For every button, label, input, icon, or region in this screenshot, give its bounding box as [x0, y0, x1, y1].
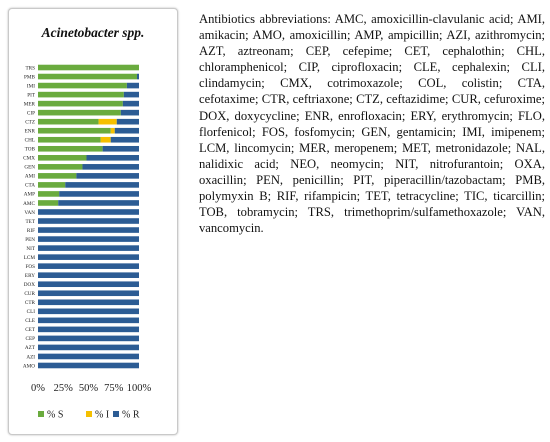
category-label-azi: AZI	[26, 354, 35, 361]
bar-cta-r	[65, 182, 139, 188]
bar-fos-r	[38, 263, 139, 269]
category-label-mer: MER	[23, 101, 35, 108]
legend-label-r: % R	[122, 409, 140, 421]
category-label-amo: AMO	[22, 363, 35, 370]
category-label-cur: CUR	[24, 291, 35, 298]
bar-gen-r	[82, 164, 139, 170]
bar-pit-s	[38, 92, 124, 98]
category-label-cmx: CMX	[23, 155, 35, 162]
bar-chl-i	[101, 137, 111, 143]
bar-pmb-s	[38, 74, 137, 80]
bar-ctr-r	[38, 299, 139, 305]
category-label-gen: GEN	[24, 164, 35, 171]
category-label-tet: TET	[25, 218, 35, 225]
bar-azi-r	[38, 354, 139, 360]
bar-cet-r	[38, 327, 139, 333]
stacked-bar-chart	[0, 0, 200, 442]
bar-pen-r	[38, 236, 139, 242]
bar-gen-s	[38, 164, 82, 170]
category-label-cep: CEP	[25, 336, 35, 343]
x-tick-label-3: 75%	[104, 383, 124, 394]
bar-tet-r	[38, 218, 139, 224]
category-label-azt: AZT	[24, 345, 35, 352]
category-label-amc: AMC	[23, 200, 35, 207]
bar-amc-r	[58, 200, 139, 206]
category-label-ery: ERY	[24, 272, 35, 279]
category-label-lcm: LCM	[23, 254, 35, 261]
bar-dox-r	[38, 281, 139, 287]
category-label-ami: AMI	[24, 173, 35, 180]
bar-cli-r	[38, 309, 139, 315]
bar-enr-s	[38, 128, 111, 134]
category-label-rif: RIF	[26, 227, 35, 234]
bar-cep-r	[38, 336, 139, 342]
legend-swatch-r	[113, 411, 119, 417]
category-label-tob: TOB	[24, 146, 35, 153]
bar-imi-s	[38, 83, 127, 89]
category-label-trs: TRS	[25, 65, 35, 72]
chart-title: Acinetobacter spp.	[41, 25, 145, 40]
bar-imi-r	[127, 83, 139, 89]
bar-rif-r	[38, 227, 139, 233]
category-label-nit: NIT	[26, 245, 35, 252]
bar-cip-r	[121, 110, 139, 116]
category-label-imi: IMI	[26, 83, 35, 90]
bar-tob-r	[103, 146, 139, 152]
category-label-fos: FOS	[25, 263, 35, 270]
legend-label-s: % S	[47, 409, 64, 421]
category-label-pen: PEN	[25, 236, 35, 243]
category-label-ctr: CTR	[24, 300, 35, 307]
category-label-cet: CET	[25, 327, 35, 334]
category-label-van: VAN	[24, 209, 35, 216]
bar-chl-r	[111, 137, 139, 143]
bar-enr-r	[115, 128, 139, 134]
bar-cmx-s	[38, 155, 86, 161]
category-label-pmb: PMB	[24, 74, 35, 81]
category-label-dox: DOX	[23, 282, 35, 289]
legend-label-i: % I	[95, 409, 110, 421]
bar-mer-r	[123, 101, 139, 107]
bar-ctz-r	[117, 119, 139, 125]
bar-azt-r	[38, 345, 139, 351]
bar-cip-s	[38, 110, 121, 116]
bar-van-r	[38, 209, 139, 215]
bar-cur-r	[38, 290, 139, 296]
bar-pmb-r	[137, 74, 139, 80]
category-label-amp: AMP	[23, 191, 35, 198]
category-label-cip: CIP	[26, 110, 35, 117]
bar-nit-r	[38, 245, 139, 251]
bar-lcm-r	[38, 254, 139, 260]
bar-cmx-r	[86, 155, 139, 161]
bar-amo-r	[38, 363, 139, 369]
bar-ery-r	[38, 272, 139, 278]
bar-cta-s	[38, 182, 65, 188]
bar-cle-r	[38, 318, 139, 324]
bar-trs-s	[38, 65, 139, 71]
bar-ctz-s	[38, 119, 99, 125]
x-tick-label-1: 25%	[53, 383, 73, 394]
bar-amp-s	[38, 191, 59, 197]
bar-pit-r	[124, 92, 139, 98]
x-tick-label-4: 100%	[126, 383, 152, 394]
legend-swatch-s	[38, 411, 44, 417]
category-label-cli: CLI	[26, 309, 35, 316]
category-label-cta: CTA	[25, 182, 35, 189]
category-label-pit: PIT	[27, 92, 35, 99]
legend-swatch-i	[86, 411, 92, 417]
bar-mer-s	[38, 101, 123, 107]
bar-tob-s	[38, 146, 103, 152]
bar-ctz-i	[99, 119, 117, 125]
bar-enr-i	[111, 128, 115, 134]
bar-amc-s	[38, 200, 58, 206]
category-label-ctz: CTZ	[25, 119, 35, 126]
x-tick-label-0: 0%	[31, 383, 45, 394]
category-label-enr: ENR	[24, 128, 35, 135]
bar-amp-r	[59, 191, 139, 197]
bar-chl-s	[38, 137, 101, 143]
bar-ami-r	[76, 173, 139, 179]
bar-ami-s	[38, 173, 76, 179]
category-label-cle: CLE	[25, 318, 35, 325]
category-label-chl: CHL	[24, 137, 35, 144]
x-tick-label-2: 50%	[78, 383, 99, 394]
abbreviations-paragraph: Antibiotics abbreviations: AMC, amoxicillin-clavulanic acid; AMI, amikacin; AMO, amoxicillin; AMP, ampicillin; AZI, azithromycin; AZT, aztreonam; CEP, cefepime; CET, cephalothin; CHL, chloramphenicol; CIP, ciprofloxacin; CLE, cephalexin; CLI, clindamycin; CMX, cotrimoxazole; COL, colistin; CTA, cefotaxime; CTR, ceftriaxone; CTZ, ceftazidime; CUR, cefuroxime; DOX, doxycycline; ENR, enrofloxacin; ERY, erythromycin; FLO, florfenicol; FOS, fosfomycin; GEN, gentamicin; IMI, imipenem; LCM, lincomycin; MER, meropenem; MET, metronidazole; NAL, nalidixic acid; NEO, neomycin; NIT, nitrofurantoin; OXA, oxacillin; PEN, penicillin; PIT, piperacillin/tazobactam; PMB, polymyxin B; RIF, rifampicin; TET, tetracycline; TIC, ticarcillin; TOB, tobramycin; TRS, trimethoprim/sulfamethoxazole; VAN, vancomycin.	[199, 12, 545, 236]
